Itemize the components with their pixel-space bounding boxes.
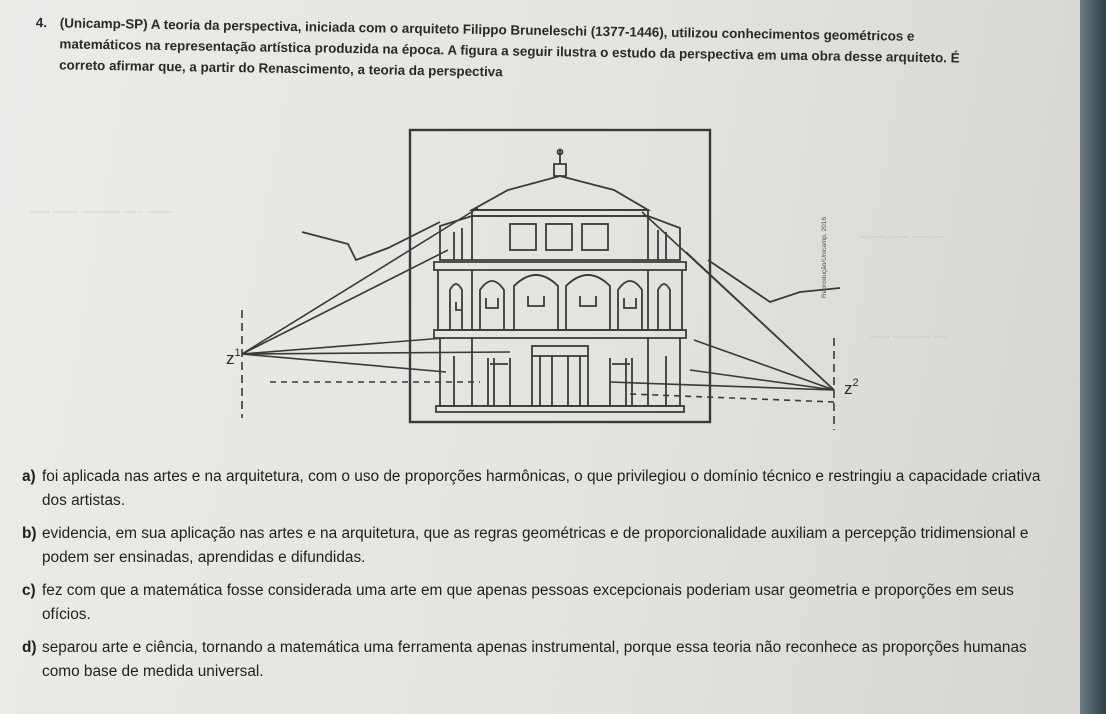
option-text: fez com que a matemática fosse considerada uma arte em que apenas pessoas excepcionais poderiam usar geometria e proporções em seus ofícios. <box>42 582 1014 623</box>
perspective-ray <box>242 250 448 354</box>
option-d[interactable] <box>22 636 1062 684</box>
option-text: evidencia, em sua aplicação nas artes e na arquitetura, que as regras geométricas e de proporcionalidade auxiliam a percepção tridimensional e podem ser ensinadas, aprendidas e difundidas. <box>42 525 1029 566</box>
figure-credit: Reprodução/Unicamp, 2016 <box>821 217 828 298</box>
option-text: foi aplicada nas artes e na arquitetura, com o uso de proporções harmônicas, o que privilegiou o domínio técnico e restringiu a capacidade criativa dos artistas. <box>42 468 1041 509</box>
question-header <box>35 12 986 90</box>
option-letter: a) <box>22 468 36 485</box>
perspective-ray <box>242 352 510 354</box>
option-letter: d) <box>22 639 37 656</box>
option-a[interactable] <box>22 465 1062 513</box>
show-through-text: ~~~~ ~~~ ~~~~~ <box>860 230 944 244</box>
ground-outline-left <box>302 222 440 260</box>
picture-frame <box>410 130 710 422</box>
option-letter: b) <box>22 525 37 542</box>
perspective-ray <box>242 208 478 354</box>
show-through-text: ~~~ ~~~~~~ ~~ <box>870 330 948 344</box>
baptistery-building <box>434 150 686 413</box>
perspective-ray <box>686 252 834 390</box>
question-number: 4. <box>35 14 48 31</box>
show-through-text: ~~~ ~~~~ ~~~~~~ ~~~ ~~~~ <box>30 205 172 219</box>
page-edge <box>1080 0 1106 714</box>
option-c[interactable] <box>22 579 1062 627</box>
vanishing-point-label-left: $z^1$ <box>226 347 241 368</box>
question-intro: (Unicamp-SP) A teoria da perspectiva, iniciada com o arquiteto Filippo Bruneleschi (1377-1446), utilizou conhecimentos geométricos e matemáticos na representação artística produzida na época. A figura a seguir ilustra o estudo da perspectiva em uma obra desse arquiteto. É correto afirmar que, a partir do Renascimento, a teoria da perspectiva <box>59 15 960 80</box>
perspective-ray <box>242 354 446 372</box>
vanishing-point-label-right: $z^2$ <box>844 377 859 398</box>
option-letter: c) <box>22 582 36 599</box>
option-b[interactable] <box>22 522 1062 570</box>
perspective-figure <box>210 120 870 440</box>
perspective-ray <box>630 394 834 402</box>
option-text: separou arte e ciência, tornando a matemática uma ferramenta apenas instrumental, porque essa teoria não reconhece as proporções humanas como base de medida universal. <box>42 639 1027 680</box>
perspective-ray <box>694 340 834 390</box>
answer-options <box>22 465 1062 693</box>
perspective-ray <box>242 338 444 354</box>
